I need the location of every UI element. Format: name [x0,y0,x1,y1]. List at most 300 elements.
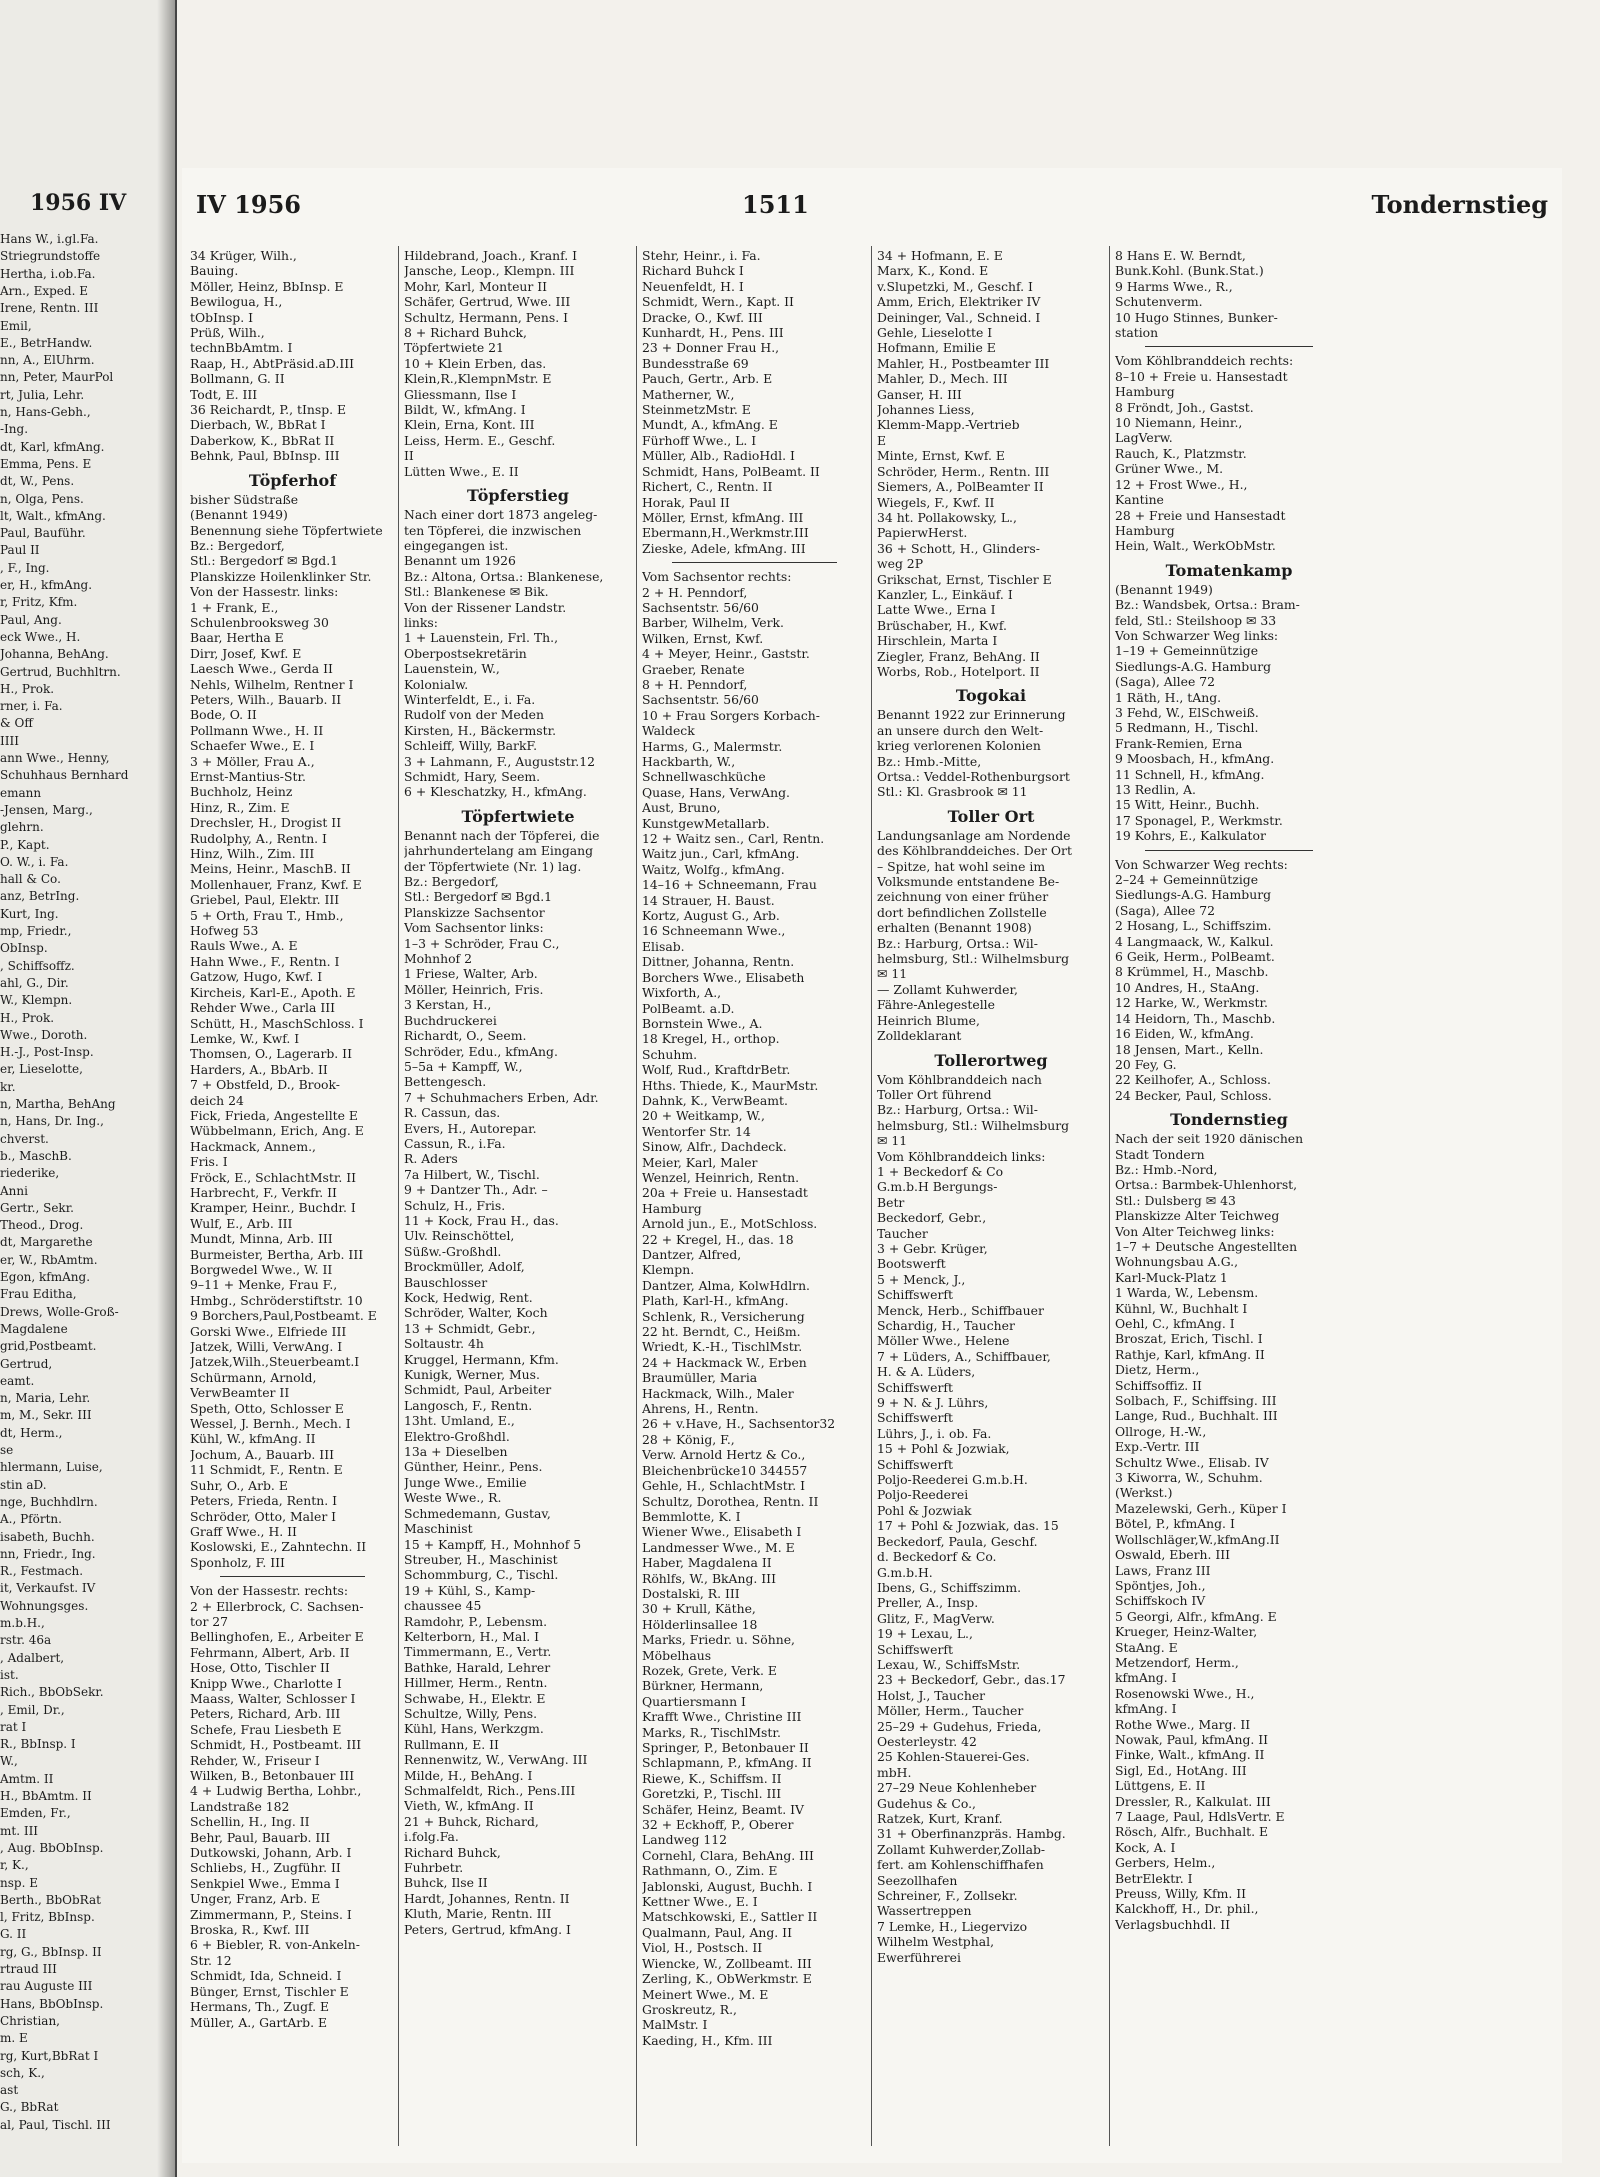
directory-entry: Schaefer Wwe., E. I [190,738,315,754]
directory-entry: Jatzek,Wilh.,Steuerbeamt.I [190,1354,360,1370]
left-page-line: hall & Co. [0,872,61,887]
directory-entry: Schmidt, Ida, Schneid. I [190,1968,342,1984]
directory-entry: Bollmann, G. II [190,371,285,387]
left-page-line: O. W., i. Fa. [0,854,69,869]
directory-entry: 7 + Lüders, A., Schiffbauer, [877,1348,1051,1364]
directory-entry: 5 + Orth, Frau T., Hmb., [190,907,344,923]
directory-entry: Richardt, O., Seem. [404,1028,527,1044]
directory-entry: Groskreutz, R., [642,2001,737,2017]
directory-entry: 7 Laage, Paul, HdlsVertr. E [1115,1809,1285,1824]
directory-entry: Landweg 112 [642,1832,727,1848]
directory-entry: 9 Harms Wwe., R., [1115,278,1233,294]
directory-entry: zeichnung von einer früher [877,889,1049,905]
directory-entry: 20a + Freie u. Hansestadt [642,1185,808,1201]
directory-entry: Fröck, E., SchlachtMstr. II [190,1169,357,1185]
directory-entry: Oswald, Eberh. III [1115,1547,1231,1563]
directory-entry: Kanzler, L., Einkäuf. I [877,586,1013,602]
directory-entry: Behr, Paul, Bauarb. III [190,1829,331,1845]
directory-entry: Wiegels, F., Kwf. II [877,494,995,510]
directory-entry: mbH. [877,1764,912,1780]
directory-entry: Gerbers, Helm., [1115,1855,1216,1871]
directory-entry: 8 Fröndt, Joh., Gastst. [1115,399,1254,415]
directory-entry: Fuhrbetr. [404,1860,464,1876]
directory-entry: R. Aders [404,1151,458,1167]
directory-entry: Broska, R., Kwf. III [190,1922,310,1938]
directory-entry: Benannt um 1926 [404,553,516,569]
directory-entry: Maass, Walter, Schlosser I [190,1690,356,1706]
directory-entry: 28 + König, F., [642,1431,735,1447]
left-page-line: ist. [0,1667,19,1682]
directory-entry: 22 Keilhofer, A., Schloss. [1115,1072,1271,1088]
left-page-line: dt, Karl, kfmAng. [0,439,105,454]
directory-entry: Spöntjes, Joh., [1115,1577,1206,1593]
directory-entry: Bemmlotte, K. I [642,1508,741,1524]
directory-entry: deich 24 [190,1092,244,1108]
directory-entry: Dantzer, Alfred, [642,1247,742,1262]
directory-entry: 13 Redlin, A. [1115,782,1196,797]
directory-entry: Fris. I [190,1154,228,1170]
directory-entry: fert. am Kohlenschiffhafen [877,1857,1044,1873]
left-page-line: kr. [0,1079,16,1094]
header-left: IV 1956 [196,190,301,219]
directory-entry: Soltaustr. 4h [404,1336,484,1352]
directory-entry: 17 Sponagel, P., Werkmstr. [1115,812,1283,828]
directory-entry: Bettengesch. [404,1074,487,1090]
left-page-line: Emil, [0,318,32,333]
left-page-line: emann [0,785,42,800]
section-divider [220,1576,365,1577]
directory-entry: jahrhundertelang am Eingang [404,843,594,859]
directory-entry: Schutenverm. [1115,294,1203,310]
directory-entry: Stl.: Bergedorf ✉ Bgd.1 [190,553,339,569]
directory-entry: Von Alter Teichweg links: [1115,1223,1275,1239]
directory-entry: Hillmer, Herm., Rentn. [404,1675,548,1691]
directory-entry: (Saga), Allee 72 [1115,674,1215,690]
left-page-line: , Schiffsoffz. [0,958,75,973]
directory-entry: Rudolphy, A., Rentn. I [190,830,327,846]
column-2 [404,248,632,2158]
directory-entry: Bunk.Kohl. (Bunk.Stat.) [1115,263,1264,279]
left-page-line: Gertr., Sekr. [0,1200,74,1215]
directory-entry: Müller, A., GartArb. E [190,2014,328,2030]
directory-entry: Vom Köhlbranddeich rechts: [1115,353,1294,369]
left-page-line: Paul II [0,543,40,558]
directory-entry: Benannt nach der Töpferei, die [404,827,600,843]
left-page-line: & Off [0,716,33,731]
directory-entry: Burmeister, Bertha, Arb. III [190,1246,364,1262]
directory-entry: tor 27 [190,1613,229,1629]
directory-entry: Aust, Bruno, [642,800,721,816]
directory-entry: II [404,448,414,464]
left-page-line: nn, Peter, MaurPol [0,370,114,385]
left-page-line: Kurt, Ing. [0,906,59,921]
left-page-line: Egon, kfmAng. [0,1270,91,1284]
directory-entry: Knipp Wwe., Charlotte I [190,1675,342,1691]
directory-entry: d. Beckedorf & Co. [877,1549,997,1565]
directory-entry: 15 + Kampff, H., Mohnhof 5 [404,1536,582,1552]
directory-entry: 20 Fey, G. [1115,1056,1177,1072]
left-page-line: -Jensen, Marg., [0,802,93,817]
directory-entry: Bz.: Harburg, Ortsa.: Wil- [877,935,1038,951]
left-page-line: Johanna, BehAng. [0,647,109,662]
directory-entry: Kühnl, W., Buchhalt I [1115,1300,1248,1316]
directory-entry: Bürkner, Hermann, [642,1678,764,1694]
directory-entry: 19 + Lexau, L., [877,1626,973,1642]
directory-entry: 18 Jensen, Mart., Kelln. [1115,1041,1264,1057]
directory-entry: Nach einer dort 1873 angeleg- [404,507,598,523]
left-page-line: Paul, Bauführ. [0,526,86,541]
directory-entry: Elisab. [642,938,685,954]
directory-entry: Von der Rissener Landstr. [404,599,567,615]
directory-entry: Peters, Richard, Arb. III [190,1706,341,1722]
directory-entry: Bauschlosser [404,1274,488,1290]
directory-entry: LagVerw. [1115,430,1173,446]
directory-entry: Kortz, August G., Arb. [642,908,780,924]
directory-entry: Taucher [877,1225,928,1241]
directory-entry: Buchholz, Heinz [190,784,293,800]
directory-entry: 36 Reichardt, P., tInsp. E [190,402,347,418]
directory-entry: Barber, Wilhelm, Verk. [642,615,784,631]
left-page-line: n, Maria, Lehr. [0,1391,91,1406]
directory-entry: Unger, Franz, Arb. E [190,1891,321,1907]
directory-entry: Horak, Paul II [642,494,730,510]
street-heading: Tondernstieg [1170,1110,1288,1130]
directory-entry: Rozek, Grete, Verk. E [642,1662,777,1678]
directory-entry: Dracke, O., Kwf. III [642,309,763,325]
left-page-line: Hans W., i.gl.Fa. [0,232,99,246]
left-page-line: n, Hans-Gebh., [0,405,91,419]
directory-entry: Rauch, K., Platzmstr. [1115,445,1247,461]
directory-entry: Bünger, Ernst, Tischler E [190,1983,349,1999]
directory-entry: Jochum, A., Bauarb. III [190,1446,334,1462]
directory-entry: 13ht. Umland, E., [404,1413,515,1429]
left-page-line: er, W., RbAmtm. [0,1252,98,1267]
directory-entry: Kühl, Hans, Werkzgm. [404,1721,544,1737]
directory-entry: Stl.: Dulsberg ✉ 43 [1115,1192,1236,1208]
left-page-line: Arn., Exped. E [0,283,88,298]
directory-entry: Kock, Hedwig, Rent. [404,1290,533,1305]
directory-entry: Bleichenbrücke10 344557 [642,1462,808,1478]
directory-entry: 1–3 + Schröder, Frau C., [404,935,560,951]
directory-entry: Metzendorf, Herm., [1115,1654,1239,1670]
directory-entry: 11 Schnell, H., kfmAng. [1115,766,1265,782]
directory-entry: Möller, Herm., Taucher [877,1703,1024,1719]
left-page-line: glehrn. [0,820,44,835]
directory-entry: Wilken, Ernst, Kwf. [642,630,764,646]
directory-entry: Zolldeklarant [877,1028,962,1044]
directory-page [182,168,1562,2163]
directory-entry: Brüschaber, H., Kwf. [877,617,1007,633]
directory-entry: Lemke, W., Kwf. I [190,1030,300,1046]
directory-entry: Timmermann, E., Vertr. [404,1644,552,1660]
left-page-line: rat I [0,1719,27,1734]
directory-entry: Schulenbrooksweg 30 [190,614,329,630]
directory-entry: 3 + Lahmann, F., Auguststr.12 [404,753,595,769]
directory-entry: Prüß, Wilh., [190,325,265,341]
directory-entry: Schröder, Herm., Rentn. III [877,463,1050,479]
directory-entry: 26 + v.Have, H., Sachsentor32 [642,1416,836,1432]
directory-entry: Planskizze Hoilenklinker Str. [190,568,372,584]
directory-entry: 9 Borchers,Paul,Postbeamt. E [190,1308,377,1324]
directory-entry: Töpfertwiete 21 [404,340,504,356]
street-heading: Toller Ort [947,806,1035,826]
directory-entry: Weste Wwe., R. [404,1490,502,1506]
directory-entry: 20 + Weitkamp, W., [642,1108,765,1124]
binding-shadow [157,0,175,2177]
directory-entry: Latte Wwe., Erna I [877,602,996,618]
left-page-line: Emma, Pens. E [0,456,92,471]
column-1 [190,248,395,2158]
directory-entry: Lexau, W., SchiffsMstr. [877,1656,1021,1672]
directory-entry: Oehl, C., kfmAng. I [1115,1316,1235,1331]
left-page-line: -Ing. [0,422,29,437]
directory-entry: Kettner Wwe., E. I [642,1894,758,1910]
directory-entry: Schäfer, Heinz, Beamt. IV [642,1801,804,1817]
directory-entry: Graff Wwe., H. II [190,1523,297,1539]
directory-entry: Speth, Otto, Schlosser E [190,1400,344,1416]
directory-entry: Bz.: Bergedorf, [404,874,499,890]
directory-entry: Wessel, J. Bernh., Mech. I [190,1416,351,1432]
directory-entry: 8 + Richard Buhck, [404,325,527,341]
left-page-line: anz, BetrIng. [0,889,80,904]
directory-entry: 15 Witt, Heinr., Buchh. [1115,797,1260,813]
directory-entry: Amm, Erich, Elektriker IV [877,294,1041,310]
directory-entry: v.Slupetzki, M., Geschf. I [877,278,1033,294]
directory-entry: Rullmann, E. II [404,1736,499,1752]
left-page-line: Schuhhaus Bernhard [0,768,129,783]
directory-entry: Gehle, H., SchlachtMstr. I [642,1478,806,1494]
directory-entry: 19 Kohrs, E., Kalkulator [1115,828,1266,844]
directory-entry: 1 + Lauenstein, Frl. Th., [404,630,559,646]
directory-entry: Bathke, Harald, Lehrer [404,1659,551,1675]
directory-entry: ✉ 11 [877,966,908,982]
directory-entry: Schwabe, H., Elektr. E [404,1690,546,1706]
directory-entry: Schultz Wwe., Elisab. IV [1115,1454,1269,1470]
left-page-line: Rich., BbObSekr. [0,1685,104,1700]
directory-entry: Rosenowski Wwe., H., [1115,1685,1255,1701]
directory-entry: H. & A. Lüders, [877,1364,976,1380]
directory-entry: PolBeamt. a.D. [642,1000,735,1016]
directory-entry: — Zollamt Kuhwerder, [877,981,1018,997]
directory-entry: Hildebrand, Joach., Kranf. I [404,248,578,263]
directory-entry: Vom Köhlbranddeich nach [877,1071,1042,1087]
directory-entry: 12 + Waitz sen., Carl, Rentn. [642,831,825,847]
directory-entry: Matschkowski, E., Sattler II [642,1909,818,1925]
directory-entry: Lange, Rud., Buchhalt. III [1115,1408,1278,1424]
left-page-edge [0,0,177,2177]
directory-entry: i.folg.Fa. [404,1829,459,1845]
left-page-line: P., Kapt. [0,837,50,852]
street-heading: Tomatenkamp [1165,560,1293,580]
directory-entry: Dressler, R., Kalkulat. III [1115,1793,1271,1809]
directory-entry: Sachsentstr. 56/60 [642,692,759,708]
left-page-line: Gertrud, Buchhltrn. [0,664,121,679]
directory-entry: Hths. Thiede, K., MaurMstr. [642,1077,819,1093]
directory-entry: Qualmann, Paul, Ang. II [642,1924,792,1940]
directory-entry: Stl.: Bergedorf ✉ Bgd.1 [404,889,553,905]
left-page-line: H., Prok. [0,1010,55,1025]
directory-entry: kfmAng. I [1115,1701,1177,1717]
left-page-line: dt, W., Pens. [0,474,75,489]
directory-entry: Siemers, A., PolBeamter II [877,479,1044,495]
directory-entry: Waitz, Wolfg., kfmAng. [642,861,785,877]
directory-entry: Klein,R.,KlempnMstr. E [404,371,552,387]
directory-entry: Rathje, Karl, kfmAng. II [1115,1346,1265,1362]
directory-entry: Milde, H., BehAng. I [404,1767,533,1783]
directory-entry: Hamburg [1115,522,1175,538]
directory-entry: Mazelewski, Gerh., Küper I [1115,1500,1287,1516]
directory-entry: Betr [877,1194,905,1210]
directory-entry: Richert, C., Rentn. II [642,479,773,495]
directory-entry: Schäfer, Gertrud, Wwe. III [404,294,571,310]
directory-entry: 11 + Kock, Frau H., das. [404,1212,559,1228]
directory-entry: helmsburg, Stl.: Wilhelmsburg [877,951,1070,967]
directory-entry: Kaeding, H., Kfm. III [642,2032,773,2048]
directory-entry: Hamburg [642,1200,702,1216]
directory-entry: Volksmunde entstandene Be- [877,874,1060,890]
directory-entry: 2–24 + Gemeinnützige [1115,872,1259,888]
directory-entry: Wilken, B., Betonbauer III [190,1768,355,1783]
directory-entry: Richard Buhck, [404,1844,501,1860]
directory-entry: Wulf, E., Arb. III [190,1215,293,1231]
directory-entry: Möbelhaus [642,1647,712,1663]
directory-entry: Wiencke, W., Zollbeamt. III [642,1955,812,1971]
directory-entry: 12 + Frost Wwe., H., [1115,476,1248,492]
directory-entry: Kantine [1115,492,1164,508]
directory-entry: Peters, Wilh., Bauarb. II [190,691,342,707]
directory-entry: Von Schwarzer Weg rechts: [1115,856,1288,872]
directory-entry: Marks, Friedr. u. Söhne, [642,1632,795,1648]
directory-entry: 14–16 + Schneemann, Frau [642,877,817,893]
directory-entry: 4 Langmaack, W., Kalkul. [1115,933,1274,949]
directory-entry: Meinert Wwe., M. E [642,1986,769,2002]
directory-entry: 34 + Hofmann, E. E [877,248,1003,263]
left-page-line: rstr. 46a [0,1633,52,1648]
left-page-line: mp, Friedr., [0,924,72,938]
directory-entry: 1–7 + Deutsche Angestellten [1115,1238,1298,1254]
directory-entry: Winterfeldt, E., i. Fa. [404,691,536,707]
directory-entry: Hackmack, Wilh., Maler [642,1385,794,1401]
directory-entry: Brockmüller, Adolf, [404,1259,525,1275]
directory-entry: 9 + Dantzer Th., Adr. – [404,1182,548,1198]
directory-entry: 6 Geik, Herm., PolBeamt. [1115,949,1275,965]
directory-entry: Junge Wwe., Emilie [404,1474,527,1490]
directory-entry: 32 + Eckhoff, P., Oberer [642,1817,794,1833]
directory-entry: 14 Strauer, H. Baust. [642,892,775,908]
left-page-line: H., Prok. [0,681,55,696]
directory-entry: Bellinghofen, E., Arbeiter E [190,1629,364,1645]
street-heading: Töpferstieg [467,486,569,506]
directory-entry: Schröder, Otto, Maler I [190,1508,337,1524]
left-page-line: rg, Kurt,BbRat I [0,2048,99,2063]
left-page-line: Wohnungsges. [0,1598,89,1613]
left-page-line: rau Auguste III [0,1979,93,1994]
directory-entry: Nach der seit 1920 dänischen [1115,1131,1304,1147]
directory-entry: Sinow, Alfr., Dachdeck. [642,1139,787,1155]
directory-entry: Schmidt, Hary, Seem. [404,769,541,784]
directory-entry: Marks, R., TischlMstr. [642,1724,781,1740]
directory-entry: Bewilogua, H., [190,294,283,310]
directory-entry: 3 Kerstan, H., [404,997,492,1013]
directory-entry: Kunhardt, H., Pens. III [642,325,784,341]
left-page-line: grid,Postbeamt. [0,1339,97,1354]
directory-entry: technBbAmtm. I [190,340,293,356]
directory-entry: tObInsp. I [190,309,254,325]
directory-entry: Marx, K., Kond. E [877,263,989,279]
directory-entry: Worbs, Rob., Hotelport. II [877,663,1040,679]
directory-entry: 1 Räth, H., tAng. [1115,689,1222,705]
left-page-header: 1956 IV [30,190,127,216]
left-page-line: l, Fritz, BbInsp. [0,1910,95,1925]
directory-entry: Kircheis, Karl-E., Apoth. E [190,984,356,1000]
directory-entry: Stehr, Heinr., i. Fa. [642,248,761,263]
directory-entry: Heinrich Blume, [877,1012,980,1028]
left-page-line: rner, i. Fa. [0,699,63,714]
directory-entry: Cornehl, Clara, BehAng. III [642,1847,814,1863]
directory-entry: Mahler, D., Mech. III [877,371,1008,387]
directory-entry: Lauenstein, W., [404,661,500,677]
directory-entry: Harders, A., BbArb. II [190,1061,328,1077]
directory-entry: Hofweg 53 [190,923,259,939]
directory-entry: Rudolf von der Meden [404,707,544,723]
directory-entry: Klemm-Mapp.-Vertrieb [877,417,1020,433]
directory-entry: Dittner, Johanna, Rentn. [642,954,795,970]
directory-entry: Wübbelmann, Erich, Ang. E [190,1123,364,1139]
directory-entry: Streuber, H., Maschinist [404,1551,558,1567]
left-page-line: Christian, [0,2013,60,2028]
directory-entry: Rehder Wwe., Carla III [190,1000,336,1016]
directory-entry: Schlapmann, P., kfmAng. II [642,1755,812,1771]
left-page-line: Striegrundstoffe [0,249,101,264]
directory-entry: (Saga), Allee 72 [1115,902,1215,918]
directory-entry: 10 Niemann, Heinr., [1115,415,1243,431]
left-page-line: Magdalene [0,1321,68,1336]
directory-entry: Gehle, Lieselotte I [877,325,993,341]
directory-entry: KunstgewMetallarb. [642,815,770,831]
left-page-line: r, K., [0,1858,29,1873]
directory-entry: Schleiff, Willy, BarkF. [404,738,538,754]
left-page-line: stin aD. [0,1477,47,1492]
directory-entry: Langosch, F., Rentn. [404,1397,533,1413]
directory-entry: Nowak, Paul, kfmAng. II [1115,1731,1269,1747]
directory-entry: Kühl, W., kfmAng. II [190,1431,316,1447]
left-page-line: nn, A., ElUhrm. [0,353,95,368]
directory-entry: 9–11 + Menke, Frau F., [190,1277,338,1293]
directory-entry: dort befindlichen Zollstelle [877,904,1047,920]
directory-entry: Zieske, Adele, kfmAng. III [642,540,806,556]
directory-entry: 14 Heidorn, Th., Maschb. [1115,1010,1276,1026]
directory-entry: Griebel, Paul, Elektr. III [190,892,340,908]
directory-entry: Meins, Heinr., MaschB. II [190,861,351,877]
directory-entry: 24 + Hackmack W., Erben [642,1354,807,1370]
directory-entry: Wiener Wwe., Elisabeth I [642,1524,802,1540]
directory-entry: Lütten Wwe., E. II [404,463,519,479]
directory-entry: Evers, H., Autorepar. [404,1120,537,1136]
directory-entry: Hackbarth, W., [642,754,736,769]
header-street: Tondernstieg [1371,190,1548,219]
directory-entry: 27–29 Neue Kohlenheber [877,1780,1037,1796]
directory-entry: Hirschlein, Marta I [877,633,998,649]
directory-entry: Schröder, Edu., kfmAng. [404,1043,558,1059]
left-page-line: nsp. E [0,1875,38,1890]
left-page-line: Theod., Drog. [0,1218,84,1233]
directory-entry: Von Schwarzer Weg links: [1115,627,1279,643]
directory-entry: Landmesser Wwe., M. E [642,1539,795,1555]
directory-entry: 5 Redmann, H., Tischl. [1115,720,1259,736]
directory-entry: (Benannt 1949) [1115,581,1213,597]
column-rule [636,246,637,2146]
directory-entry: Sigl, Ed., HotAng. III [1115,1762,1247,1778]
